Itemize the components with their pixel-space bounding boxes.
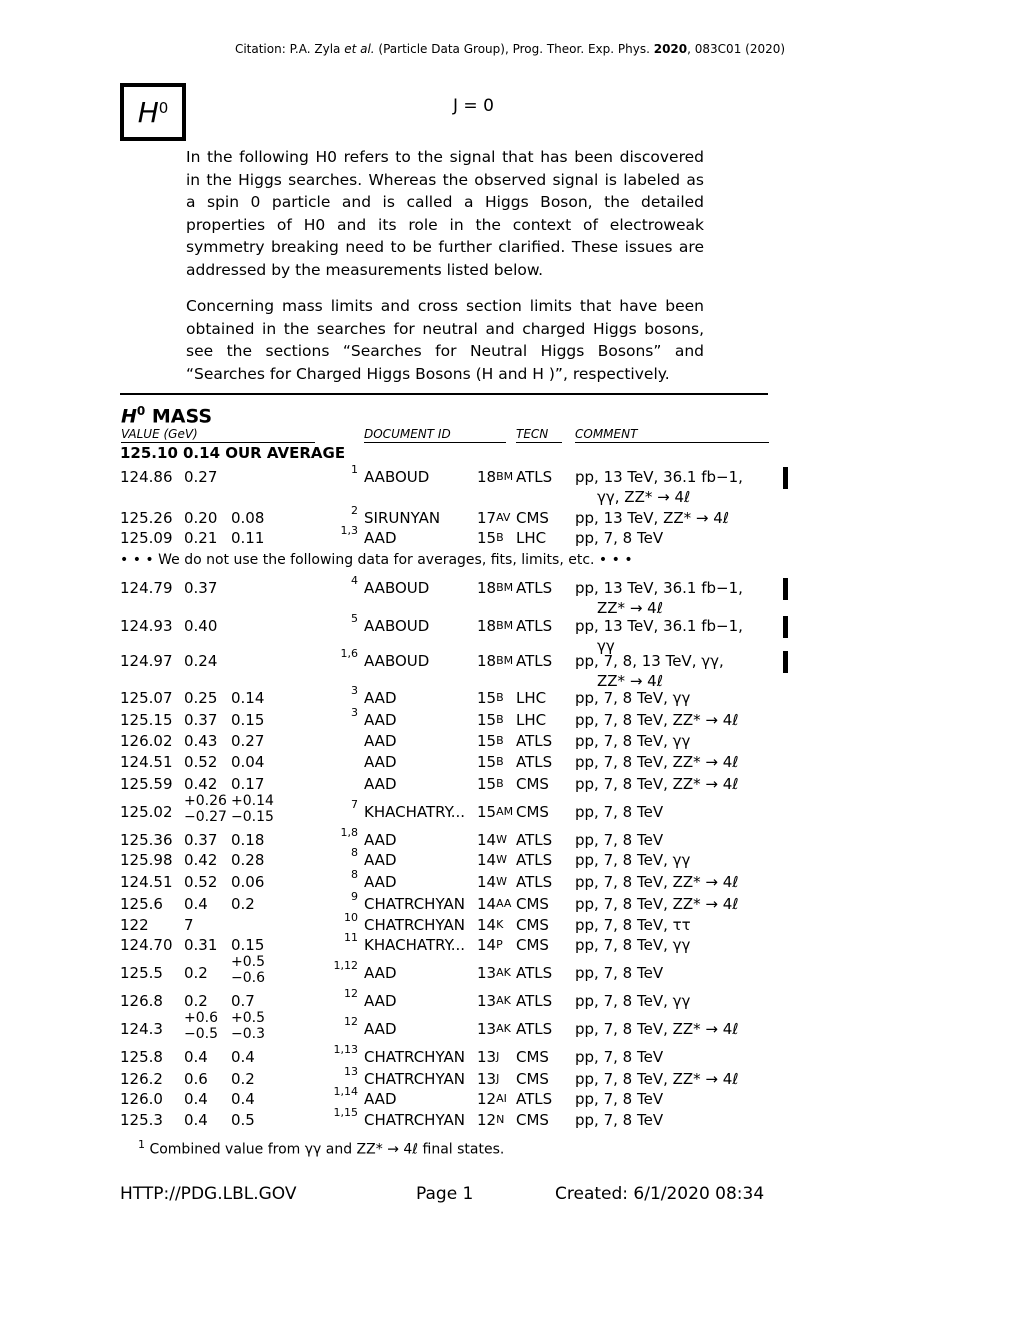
footer-page: Page 1 xyxy=(416,1184,474,1204)
table-row xyxy=(0,1010,1020,1042)
table-row xyxy=(0,826,1020,850)
row-year: 18 BM xyxy=(477,468,514,486)
row-error-syst: 0.18 xyxy=(231,831,265,849)
row-value: 125.07 xyxy=(120,689,173,707)
row-error-stat: 0.31 xyxy=(184,936,218,954)
row-error-syst: 0.28 xyxy=(231,851,265,869)
row-year: 18 BM xyxy=(477,579,514,597)
row-year: 14 W xyxy=(477,831,507,849)
row-year: 13 J xyxy=(477,1070,500,1088)
row-document-id: AAD xyxy=(364,775,397,793)
row-year: 17 AV xyxy=(477,509,511,527)
row-tecn: ATLS xyxy=(516,753,553,771)
row-error-stat-down: −0.5 xyxy=(184,1026,218,1042)
row-value: 125.6 xyxy=(120,895,163,913)
citation-year: 2020 xyxy=(653,42,688,56)
section-title-text: MASS xyxy=(145,405,213,428)
row-comment: pp, 7, 8 TeV, γγ xyxy=(575,851,691,869)
row-document-id: AAD xyxy=(364,753,397,771)
citation-etal: et al. xyxy=(344,42,375,56)
row-year: 18 BM xyxy=(477,652,514,670)
row-error-syst-down: −0.3 xyxy=(231,1026,265,1042)
change-bar xyxy=(783,651,788,673)
average-value: 125.10 xyxy=(120,444,178,462)
footnote-text: Combined value from γγ and ZZ* → 4ℓ final states. xyxy=(149,1141,505,1158)
intro-paragraph-1: In the following H0 refers to the signal that has been discovered in the Higgs searches. Whereas the observed signal is labeled as a spin 0 particle and is called a Higgs Boson, the detailed properties of H0 and its role in the context of electroweak symmetry breaking need to be further clarified. These issues are addressed by the measurements listed below. xyxy=(186,148,704,279)
row-error-stat: 0.6 xyxy=(184,1070,208,1088)
row-value: 125.02 xyxy=(120,803,173,821)
row-comment: pp, 7, 8 TeV xyxy=(575,529,664,547)
row-comment: pp, 7, 8 TeV xyxy=(575,1111,664,1129)
row-error-syst: 0.4 xyxy=(231,1090,255,1108)
row-value: 124.70 xyxy=(120,936,173,954)
row-footnote: 1,13 xyxy=(333,1043,358,1056)
row-error-syst: 0.2 xyxy=(231,895,255,913)
row-tecn: ATLS xyxy=(516,831,553,849)
row-year-suffix: B xyxy=(496,755,504,768)
row-year-suffix: B xyxy=(496,734,504,747)
row-year: 15 B xyxy=(477,753,504,771)
table-row xyxy=(0,1106,1020,1130)
row-comment: pp, 13 TeV, ZZ* → 4ℓ xyxy=(575,509,729,527)
row-year-suffix: W xyxy=(496,853,507,866)
row-year: 15 B xyxy=(477,711,504,729)
row-error-stat: 0.4 xyxy=(184,1111,208,1129)
row-comment: pp, 7, 8 TeV, ττ xyxy=(575,916,691,934)
row-value: 126.8 xyxy=(120,992,163,1010)
row-year: 15 B xyxy=(477,689,504,707)
row-document-id: SIRUNYAN xyxy=(364,509,441,527)
row-tecn: ATLS xyxy=(516,652,553,670)
row-error-stat: 0.42 xyxy=(184,851,218,869)
row-footnote: 2 xyxy=(351,504,358,517)
row-value: 125.15 xyxy=(120,711,173,729)
table-row xyxy=(0,911,1020,935)
row-document-id: AAD xyxy=(364,732,397,750)
row-year: 14 P xyxy=(477,936,503,954)
table-row xyxy=(0,504,1020,528)
row-value: 124.51 xyxy=(120,753,173,771)
row-document-id: CHATRCHYAN xyxy=(364,916,465,934)
table-row xyxy=(0,846,1020,870)
row-error-stat-down: −0.27 xyxy=(184,809,227,825)
table-row xyxy=(0,684,1020,708)
row-error-stat: 0.4 xyxy=(184,1048,208,1066)
table-row xyxy=(0,868,1020,892)
row-error-stat: 0.2 xyxy=(184,964,208,982)
row-year: 18 BM xyxy=(477,617,514,635)
row-tecn: ATLS xyxy=(516,992,553,1010)
column-header-value: VALUE (GeV) xyxy=(121,426,315,443)
table-row xyxy=(0,1085,1020,1109)
row-value: 126.02 xyxy=(120,732,173,750)
row-footnote: 1,6 xyxy=(340,647,358,660)
column-header-comment: COMMENT xyxy=(575,426,769,443)
row-comment: pp, 13 TeV, 36.1 fb−1, xyxy=(575,617,743,635)
row-error-syst: 0.5 xyxy=(231,1111,255,1129)
row-value: 125.8 xyxy=(120,1048,163,1066)
row-year: 13 AK xyxy=(477,992,511,1010)
row-footnote: 3 xyxy=(351,706,358,719)
row-year: 12 AI xyxy=(477,1090,507,1108)
row-comment: pp, 13 TeV, 36.1 fb−1, xyxy=(575,579,743,597)
row-footnote: 12 xyxy=(344,1015,358,1028)
row-year: 13 J xyxy=(477,1048,500,1066)
table-row xyxy=(0,987,1020,1011)
table-row xyxy=(0,647,1020,690)
row-value: 125.36 xyxy=(120,831,173,849)
row-value: 125.26 xyxy=(120,509,173,527)
row-year-suffix: B xyxy=(496,777,504,790)
row-tecn: CMS xyxy=(516,775,549,793)
row-tecn: CMS xyxy=(516,895,549,913)
average-text: 0.14 OUR AVERAGE xyxy=(183,444,346,462)
row-error-stat: 0.37 xyxy=(184,579,218,597)
row-comment: pp, 7, 8 TeV, ZZ* → 4ℓ xyxy=(575,873,739,891)
row-year-suffix: B xyxy=(496,531,504,544)
row-year: 15 B xyxy=(477,775,504,793)
table-row xyxy=(0,931,1020,955)
row-tecn: CMS xyxy=(516,509,549,527)
row-year-suffix: J xyxy=(496,1050,500,1063)
row-error-syst: 0.06 xyxy=(231,873,265,891)
row-document-id: AAD xyxy=(364,1020,397,1038)
citation-suffix: , 083C01 (2020) xyxy=(687,42,786,56)
row-comment: pp, 7, 8 TeV xyxy=(575,964,664,982)
table-row xyxy=(0,706,1020,730)
row-document-id: AAD xyxy=(364,529,397,547)
row-tecn: LHC xyxy=(516,711,547,729)
change-bar xyxy=(783,616,788,638)
row-footnote: 5 xyxy=(351,612,358,625)
row-tecn: CMS xyxy=(516,1048,549,1066)
row-year-suffix: AK xyxy=(496,994,511,1007)
row-error-syst: 0.15 xyxy=(231,936,265,954)
row-comment: pp, 7, 8, 13 TeV, γγ, xyxy=(575,652,724,670)
citation-middle: (Particle Data Group), Prog. Theor. Exp. Phys. xyxy=(374,42,654,56)
row-error-stat: 0.43 xyxy=(184,732,218,750)
table-row xyxy=(0,752,1020,772)
row-tecn: ATLS xyxy=(516,851,553,869)
row-error-stat: 0.27 xyxy=(184,468,218,486)
row-error-stat: 0.4 xyxy=(184,895,208,913)
row-year: 14 W xyxy=(477,851,507,869)
row-year-suffix: BM xyxy=(496,654,514,667)
row-error-stat: 0.37 xyxy=(184,831,218,849)
row-footnote: 4 xyxy=(351,574,358,587)
row-tecn: CMS xyxy=(516,916,549,934)
column-header-document: DOCUMENT ID xyxy=(364,426,506,443)
table-row xyxy=(0,574,1020,617)
row-comment: pp, 7, 8 TeV, γγ xyxy=(575,732,691,750)
row-comment: pp, 7, 8 TeV xyxy=(575,1048,664,1066)
row-value: 126.2 xyxy=(120,1070,163,1088)
row-error-stat: 0.40 xyxy=(184,617,218,635)
row-error-stat: 0.52 xyxy=(184,753,218,771)
row-document-id: KHACHATRY... xyxy=(364,936,466,954)
row-value: 124.79 xyxy=(120,579,173,597)
row-footnote: 8 xyxy=(351,846,358,859)
footer-url[interactable]: HTTP://PDG.LBL.GOV xyxy=(120,1184,297,1204)
row-value: 122 xyxy=(120,916,149,934)
table-row xyxy=(0,463,1020,506)
table-row xyxy=(0,793,1020,825)
row-year-suffix: AA xyxy=(496,897,512,910)
row-document-id: AAD xyxy=(364,831,397,849)
row-value: 126.0 xyxy=(120,1090,163,1108)
row-comment-continued: ZZ* → 4ℓ xyxy=(597,672,663,690)
row-footnote: 3 xyxy=(351,684,358,697)
row-year: 15 AM xyxy=(477,803,514,821)
row-tecn: ATLS xyxy=(516,579,553,597)
row-error-syst: 0.7 xyxy=(231,992,255,1010)
row-year: 14 K xyxy=(477,916,504,934)
row-error-syst-down: −0.15 xyxy=(231,809,274,825)
row-year-suffix: W xyxy=(496,833,507,846)
row-tecn: CMS xyxy=(516,936,549,954)
row-value: 125.98 xyxy=(120,851,173,869)
row-year-suffix: W xyxy=(496,875,507,888)
row-document-id: KHACHATRY... xyxy=(364,803,466,821)
row-error-stat: 0.42 xyxy=(184,775,218,793)
row-error-syst: 0.4 xyxy=(231,1048,255,1066)
row-tecn: CMS xyxy=(516,1111,549,1129)
row-footnote: 10 xyxy=(344,911,358,924)
row-error-syst-up: +0.14 xyxy=(231,793,274,809)
row-tecn: ATLS xyxy=(516,1020,553,1038)
table-row xyxy=(0,954,1020,986)
row-error-syst: 0.14 xyxy=(231,689,265,707)
row-document-id: CHATRCHYAN xyxy=(364,1048,465,1066)
row-comment: pp, 7, 8 TeV, γγ xyxy=(575,689,691,707)
row-document-id: AABOUD xyxy=(364,652,430,670)
row-document-id: AAD xyxy=(364,873,397,891)
row-tecn: ATLS xyxy=(516,732,553,750)
row-error-stat: 0.37 xyxy=(184,711,218,729)
row-error-stat: 7 xyxy=(184,916,194,934)
section-title-sup: 0 xyxy=(136,404,146,418)
row-comment-continued: γγ xyxy=(597,637,615,655)
row-tecn: ATLS xyxy=(516,1090,553,1108)
row-error-stat: 0.21 xyxy=(184,529,218,547)
intro-paragraph-2: Concerning mass limits and cross section limits that have been obtained in the searches for neutral and charged Higgs bosons, see the sections “Searches for Neutral Higgs Bosons” and “Searches for Charged Higgs Bosons (H and H )”, respectively. xyxy=(186,297,704,383)
row-year-suffix: AI xyxy=(496,1092,507,1105)
row-year: 15 B xyxy=(477,529,504,547)
row-tecn: ATLS xyxy=(516,468,553,486)
row-comment: pp, 7, 8 TeV, ZZ* → 4ℓ xyxy=(575,775,739,793)
table-row xyxy=(0,1043,1020,1067)
row-year-suffix: AK xyxy=(496,966,511,979)
section-title-symbol: H xyxy=(121,405,137,428)
row-value: 124.86 xyxy=(120,468,173,486)
row-value: 125.09 xyxy=(120,529,173,547)
row-error-stat: 0.52 xyxy=(184,873,218,891)
row-value: 124.51 xyxy=(120,873,173,891)
row-year-suffix: B xyxy=(496,713,504,726)
row-year-suffix: B xyxy=(496,691,504,704)
row-error-syst: 0.27 xyxy=(231,732,265,750)
row-document-id: CHATRCHYAN xyxy=(364,1111,465,1129)
row-error-syst-down: −0.6 xyxy=(231,970,265,986)
row-comment-continued: ZZ* → 4ℓ xyxy=(597,599,663,617)
row-error-stat-up: +0.6 xyxy=(184,1010,218,1026)
row-error-syst: 0.08 xyxy=(231,509,265,527)
row-value: 124.93 xyxy=(120,617,173,635)
row-footnote: 1,14 xyxy=(333,1085,358,1098)
row-error-stat-up: +0.26 xyxy=(184,793,227,809)
row-tecn: CMS xyxy=(516,1070,549,1088)
row-document-id: AAD xyxy=(364,992,397,1010)
row-footnote: 1,8 xyxy=(340,826,358,839)
row-error-stat: 0.4 xyxy=(184,1090,208,1108)
row-error-stat: 0.24 xyxy=(184,652,218,670)
row-year-suffix: AK xyxy=(496,1022,511,1035)
row-year-suffix: AV xyxy=(496,511,511,524)
change-bar xyxy=(783,578,788,600)
footnote-number: 1 xyxy=(138,1138,145,1151)
row-footnote: 1,15 xyxy=(333,1106,358,1119)
row-document-id: AAD xyxy=(364,1090,397,1108)
row-value: 125.59 xyxy=(120,775,173,793)
row-footnote: 8 xyxy=(351,868,358,881)
row-footnote: 13 xyxy=(344,1065,358,1078)
row-comment-continued: γγ, ZZ* → 4ℓ xyxy=(597,488,691,506)
row-tecn: ATLS xyxy=(516,964,553,982)
row-tecn: CMS xyxy=(516,803,549,821)
footer-created: Created: 6/1/2020 08:34 xyxy=(555,1184,765,1204)
no-use-separator: • • • We do not use the following data for averages, fits, limits, etc. • • • xyxy=(120,552,633,568)
row-document-id: AAD xyxy=(364,964,397,982)
row-year: 12 N xyxy=(477,1111,505,1129)
row-footnote: 1,12 xyxy=(333,959,358,972)
row-error-syst-up: +0.5 xyxy=(231,954,265,970)
row-comment: pp, 7, 8 TeV xyxy=(575,803,664,821)
row-footnote: 9 xyxy=(351,890,358,903)
row-error-stat: 0.2 xyxy=(184,992,208,1010)
row-error-syst: 0.2 xyxy=(231,1070,255,1088)
row-document-id: AABOUD xyxy=(364,579,430,597)
row-error-syst: 0.11 xyxy=(231,529,265,547)
row-value: 124.97 xyxy=(120,652,173,670)
row-year-suffix: BM xyxy=(496,470,514,483)
table-row xyxy=(0,774,1020,794)
row-document-id: AAD xyxy=(364,851,397,869)
row-year: 14 W xyxy=(477,873,507,891)
row-comment: pp, 7, 8 TeV, ZZ* → 4ℓ xyxy=(575,753,739,771)
particle-charge: 0 xyxy=(158,99,169,117)
row-document-id: CHATRCHYAN xyxy=(364,1070,465,1088)
row-year-suffix: BM xyxy=(496,619,514,632)
row-value: 124.3 xyxy=(120,1020,163,1038)
row-year: 14 AA xyxy=(477,895,512,913)
row-year: 13 AK xyxy=(477,1020,511,1038)
row-error-syst-up: +0.5 xyxy=(231,1010,265,1026)
row-comment: pp, 7, 8 TeV, ZZ* → 4ℓ xyxy=(575,711,739,729)
row-value: 125.3 xyxy=(120,1111,163,1129)
row-year-suffix: N xyxy=(496,1113,505,1126)
row-comment: pp, 7, 8 TeV xyxy=(575,1090,664,1108)
row-error-syst: 0.17 xyxy=(231,775,265,793)
particle-symbol: H xyxy=(137,95,159,129)
row-year: 15 B xyxy=(477,732,504,750)
row-value: 125.5 xyxy=(120,964,163,982)
table-row xyxy=(0,731,1020,751)
row-tecn: LHC xyxy=(516,529,547,547)
row-footnote: 7 xyxy=(351,798,358,811)
row-footnote: 1 xyxy=(351,463,358,476)
row-comment: pp, 7, 8 TeV, γγ xyxy=(575,992,691,1010)
citation-prefix: Citation: P.A. Zyla xyxy=(234,42,345,56)
table-row xyxy=(0,524,1020,548)
row-document-id: AAD xyxy=(364,689,397,707)
row-year-suffix: AM xyxy=(496,805,514,818)
row-year-suffix: P xyxy=(496,938,503,951)
table-row xyxy=(0,1065,1020,1089)
row-footnote: 1,3 xyxy=(340,524,358,537)
row-error-syst: 0.04 xyxy=(231,753,265,771)
change-bar xyxy=(783,467,788,489)
row-tecn: ATLS xyxy=(516,617,553,635)
row-tecn: LHC xyxy=(516,689,547,707)
row-document-id: AABOUD xyxy=(364,617,430,635)
row-year-suffix: J xyxy=(496,1072,500,1085)
row-error-syst: 0.15 xyxy=(231,711,265,729)
row-error-stat: 0.20 xyxy=(184,509,218,527)
footnote xyxy=(138,1138,504,1158)
table-row xyxy=(0,890,1020,914)
row-footnote: 11 xyxy=(344,931,358,944)
column-header-tecn: TECN xyxy=(516,426,562,443)
row-error-stat: 0.25 xyxy=(184,689,218,707)
quantum-numbers: J = 0 xyxy=(453,96,494,116)
row-year: 13 AK xyxy=(477,964,511,982)
row-comment: pp, 7, 8 TeV, ZZ* → 4ℓ xyxy=(575,1070,739,1088)
row-comment: pp, 7, 8 TeV, γγ xyxy=(575,936,691,954)
row-document-id: CHATRCHYAN xyxy=(364,895,465,913)
row-comment: pp, 7, 8 TeV, ZZ* → 4ℓ xyxy=(575,895,739,913)
row-comment: pp, 7, 8 TeV xyxy=(575,831,664,849)
row-comment: pp, 7, 8 TeV, ZZ* → 4ℓ xyxy=(575,1020,739,1038)
row-comment: pp, 13 TeV, 36.1 fb−1, xyxy=(575,468,743,486)
row-document-id: AAD xyxy=(364,711,397,729)
row-footnote: 12 xyxy=(344,987,358,1000)
row-year-suffix: K xyxy=(496,918,504,931)
row-document-id: AABOUD xyxy=(364,468,430,486)
row-year-suffix: BM xyxy=(496,581,514,594)
row-tecn: ATLS xyxy=(516,873,553,891)
